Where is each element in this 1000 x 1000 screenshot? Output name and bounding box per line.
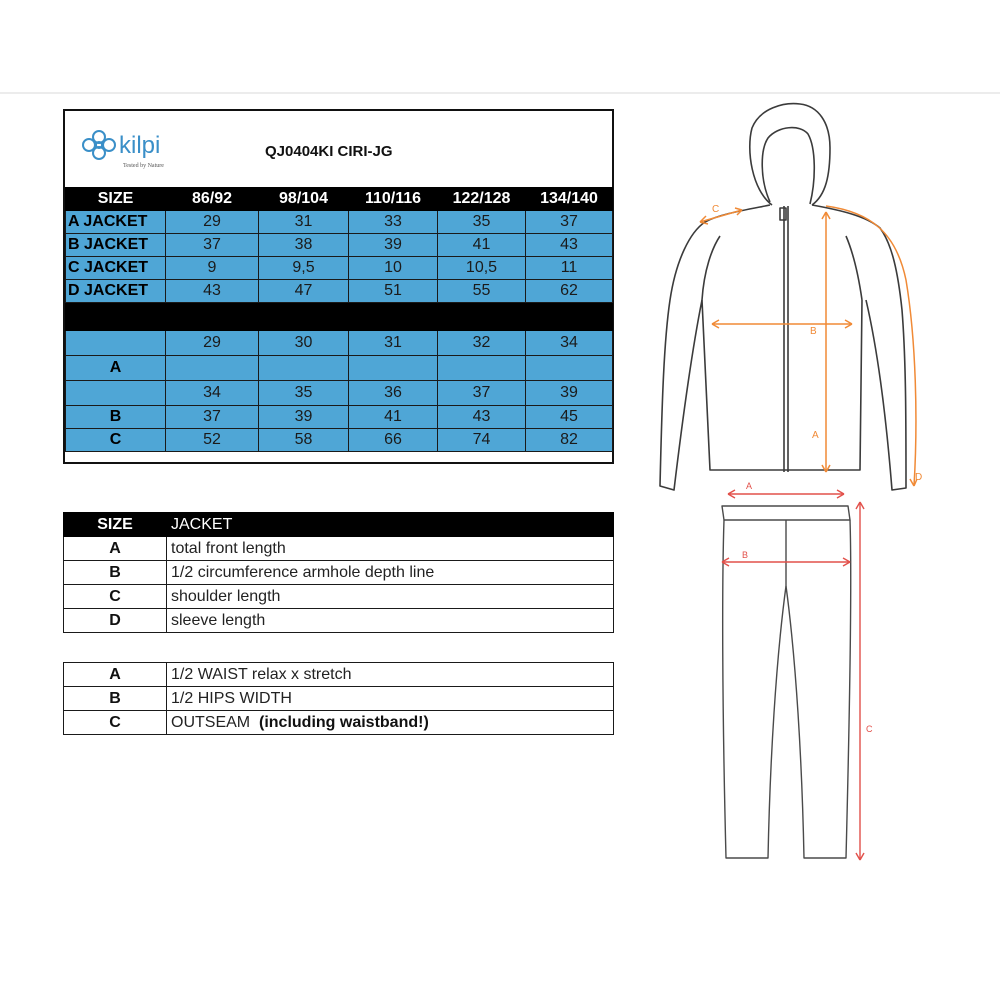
cell: 36 (349, 381, 438, 406)
cell: 34 (526, 331, 613, 356)
legend-code: C (64, 585, 167, 609)
legend-desc-text: 1/2 WAIST relax x stretch (171, 665, 352, 683)
jacket-label-c: C (712, 204, 720, 215)
cell: 62 (526, 280, 613, 303)
size-col-2: 98/104 (259, 188, 349, 211)
cell: 37 (166, 406, 259, 429)
size-col-5: 134/140 (526, 188, 613, 211)
legend-code: C (64, 711, 167, 735)
cell: 39 (349, 234, 438, 257)
cell: 34 (166, 381, 259, 406)
legend-row (64, 687, 614, 711)
jacket-legend-table (63, 512, 614, 633)
row-label: B (66, 406, 166, 429)
legend-desc: shoulder length (167, 585, 614, 609)
cell (438, 356, 526, 381)
cell: 45 (526, 406, 613, 429)
cell: 37 (526, 211, 613, 234)
legend-desc-note: (including waistband!) (254, 713, 429, 731)
kilpi-logo (77, 125, 237, 175)
jacket-measure-labels (712, 204, 922, 483)
brand-tagline: Tested by Nature (123, 163, 164, 169)
cell: 30 (259, 331, 349, 356)
jacket-drawing (660, 104, 906, 490)
legend-desc: total front length (167, 537, 614, 561)
legend-desc-text: OUTSEAM (171, 713, 255, 731)
cell: 52 (166, 429, 259, 452)
row-label: D JACKET (66, 280, 166, 303)
legend-code: A (64, 537, 167, 561)
legend-header-code: SIZE (64, 513, 167, 537)
size-chart-table (63, 109, 614, 464)
legend-row (64, 537, 614, 561)
size-header-row (66, 188, 613, 211)
cell: 32 (438, 331, 526, 356)
cell: 31 (349, 331, 438, 356)
cell: 39 (526, 381, 613, 406)
cell: 43 (166, 280, 259, 303)
product-code: QJ0404KI CIRI-JG (265, 143, 393, 160)
cell: 29 (166, 331, 259, 356)
legend-desc: sleeve length (167, 609, 614, 633)
chart-header (65, 111, 612, 187)
table-row (66, 211, 613, 234)
cell (526, 356, 613, 381)
jacket-measurements (700, 206, 917, 486)
garment-illustration (640, 100, 940, 880)
pants-label-b: B (742, 550, 749, 560)
table-row (66, 234, 613, 257)
cell: 82 (526, 429, 613, 452)
jacket-label-a: A (812, 430, 819, 441)
size-col-4: 122/128 (438, 188, 526, 211)
size-col-3: 110/116 (349, 188, 438, 211)
legend-row (64, 585, 614, 609)
legend-header-desc: JACKET (167, 513, 614, 537)
legend-header-row (64, 513, 614, 537)
cell: 37 (166, 234, 259, 257)
legend-desc-text: 1/2 HIPS WIDTH (171, 689, 292, 707)
legend-desc (167, 663, 614, 687)
size-col-1: 86/92 (166, 188, 259, 211)
section-separator (66, 303, 613, 331)
cell: 39 (259, 406, 349, 429)
top-band (0, 0, 1000, 92)
cell: 9,5 (259, 257, 349, 280)
cell (349, 356, 438, 381)
pants-measurements (722, 490, 864, 860)
table-row (66, 331, 613, 356)
cell (259, 356, 349, 381)
cell: 41 (438, 234, 526, 257)
cell: 10,5 (438, 257, 526, 280)
cell: 33 (349, 211, 438, 234)
cell: 29 (166, 211, 259, 234)
row-label: B JACKET (66, 234, 166, 257)
pants-label-c: C (866, 724, 873, 734)
table-row (66, 257, 613, 280)
cell: 11 (526, 257, 613, 280)
cell: 41 (349, 406, 438, 429)
row-label (66, 381, 166, 406)
table-row (66, 429, 613, 452)
cell: 74 (438, 429, 526, 452)
brand-name: kilpi (119, 132, 161, 159)
legend-code: B (64, 561, 167, 585)
jacket-label-b: B (810, 326, 817, 337)
legend-desc (167, 711, 614, 735)
pants-legend-table (63, 662, 614, 735)
table-row (66, 406, 613, 429)
cell: 43 (526, 234, 613, 257)
row-label: C (66, 429, 166, 452)
cell: 66 (349, 429, 438, 452)
page-divider (0, 92, 1000, 94)
table-row (66, 356, 613, 381)
jacket-label-d: D (915, 472, 923, 483)
legend-code: D (64, 609, 167, 633)
legend-row (64, 561, 614, 585)
row-label: C JACKET (66, 257, 166, 280)
cell: 9 (166, 257, 259, 280)
cell: 31 (259, 211, 349, 234)
cell: 51 (349, 280, 438, 303)
cell: 10 (349, 257, 438, 280)
row-label (66, 331, 166, 356)
legend-row (64, 609, 614, 633)
cell: 43 (438, 406, 526, 429)
cell (166, 356, 259, 381)
cell: 55 (438, 280, 526, 303)
cell: 37 (438, 381, 526, 406)
legend-row (64, 711, 614, 735)
cell: 35 (438, 211, 526, 234)
pants-measure-labels (742, 481, 873, 734)
legend-desc: 1/2 circumference armhole depth line (167, 561, 614, 585)
legend-code: B (64, 687, 167, 711)
cell: 58 (259, 429, 349, 452)
legend-row (64, 663, 614, 687)
pants-label-a: A (746, 481, 753, 491)
table-row (66, 280, 613, 303)
table-row (66, 381, 613, 406)
legend-code: A (64, 663, 167, 687)
cell: 47 (259, 280, 349, 303)
row-label: A (66, 356, 166, 381)
cell: 35 (259, 381, 349, 406)
cell: 38 (259, 234, 349, 257)
size-header: SIZE (66, 188, 166, 211)
legend-desc (167, 687, 614, 711)
row-label: A JACKET (66, 211, 166, 234)
size-grid (65, 187, 613, 452)
